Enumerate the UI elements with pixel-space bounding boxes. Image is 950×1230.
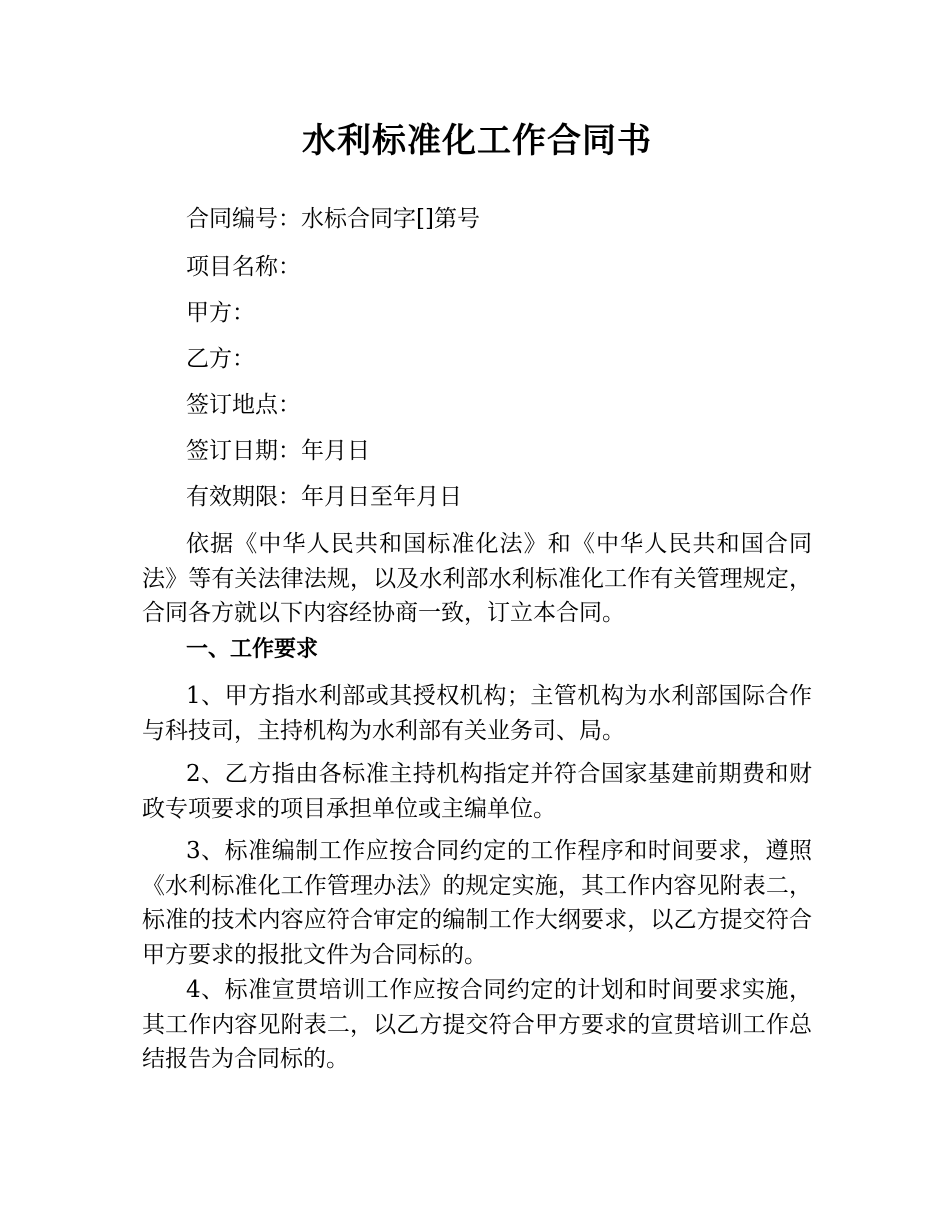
document-title: 水利标准化工作合同书 <box>302 121 652 161</box>
clause-2: 2、乙方指由各标准主持机构指定并符合国家基建前期费和财政专项要求的项目承担单位或主编单位。 <box>142 761 812 822</box>
intro-paragraph: 依据《中华人民共和国标准化法》和《中华人民共和国合同法》等有关法律法规，以及水利部水利标准化工作有关管理规定，合同各方就以下内容经协商一致，订立本合同。 <box>142 531 812 626</box>
clause-1: 1、甲方指水利部或其授权机构；主管机构为水利部国际合作与科技司，主持机构为水利部有关业务司、局。 <box>142 683 812 744</box>
clause-4: 4、标准宣贯培训工作应按合同约定的计划和时间要求实施，其工作内容见附表二，以乙方提交符合甲方要求的宣贯培训工作总结报告为合同标的。 <box>142 977 812 1072</box>
contract-number-field: 合同编号：水标合同字[]第号 <box>186 206 480 232</box>
clause-3: 3、标准编制工作应按合同约定的工作程序和时间要求，遵照《水利标准化工作管理办法》的规定实施，其工作内容见附表二，标准的技术内容应符合审定的编制工作大纲要求，以乙方提交符合甲方要求的报批文件为合同标的。 <box>142 838 812 968</box>
section-heading: 一、工作要求 <box>186 637 319 662</box>
validity-period-field: 有效期限：年月日至年月日 <box>186 484 462 510</box>
signing-date-field: 签订日期：年月日 <box>186 438 370 464</box>
party-a-field: 甲方： <box>186 300 255 326</box>
party-b-field: 乙方： <box>186 346 255 372</box>
project-name-field: 项目名称： <box>186 254 301 280</box>
signing-place-field: 签订地点： <box>186 392 301 418</box>
